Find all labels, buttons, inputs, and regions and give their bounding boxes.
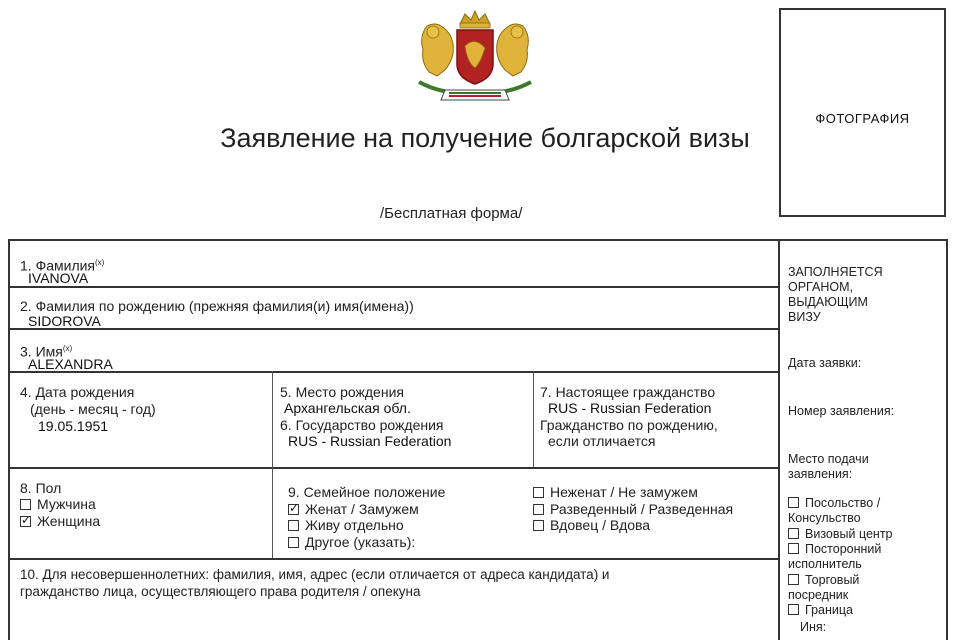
- form-subtitle: /Бесплатная форма/: [380, 205, 523, 222]
- birth-date-label: 4. Дата рождения: [20, 384, 135, 400]
- checkbox-divorced[interactable]: [533, 504, 544, 515]
- birth-date-value[interactable]: 19.05.1951: [38, 418, 109, 434]
- checkbox-separated[interactable]: [288, 520, 299, 531]
- sex-option-female[interactable]: ✓Женщина: [20, 513, 100, 529]
- birth-country-label: 6. Государство рождения: [280, 417, 444, 433]
- sidebar-option-embassy-2: Консульство: [788, 511, 861, 525]
- birth-surname-label: 2. Фамилия по рождению (прежняя фамилия(и) имя(имена)): [20, 298, 414, 314]
- sidebar-other-label: Иня:: [800, 620, 827, 634]
- citizenship-birth-label-2: если отличается: [548, 433, 656, 449]
- marital-option-other[interactable]: Другое (указать):: [288, 534, 415, 550]
- checkbox-agent[interactable]: [788, 574, 799, 585]
- sex-option-male[interactable]: Мужчина: [20, 496, 96, 512]
- marital-option-married[interactable]: ✓Женат / Замужем: [288, 501, 419, 517]
- marital-option-single[interactable]: Неженат / Не замужем: [533, 484, 698, 500]
- checkbox-widowed[interactable]: [533, 520, 544, 531]
- birth-surname-value[interactable]: SIDOROVA: [28, 313, 101, 329]
- name-label: 3. Имя$^{(x)}$: [20, 343, 73, 360]
- marital-label: 9. Семейное положение: [288, 484, 446, 500]
- minors-label-line1: 10. Для несовершеннолетних: фамилия, имя, адрес (если отличается от адреса кандидата) и: [20, 567, 610, 582]
- application-date-label: Дата заявки:: [788, 356, 862, 370]
- minors-label-line2: гражданство лица, осуществляющего права родителя / опекуна: [20, 584, 421, 599]
- marital-option-widowed[interactable]: Вдовец / Вдова: [533, 517, 650, 533]
- marital-option-separated[interactable]: Живу отдельно: [288, 517, 404, 533]
- submission-place-label-1: Место подачи: [788, 452, 869, 466]
- sidebar-heading-1: ЗАПОЛНЯЕТСЯ: [788, 265, 883, 279]
- photo-label: ФОТОГРАФИЯ: [815, 111, 910, 126]
- checkbox-married[interactable]: [288, 504, 299, 515]
- checkbox-embassy[interactable]: [788, 497, 799, 508]
- sidebar-heading-4: ВИЗУ: [788, 310, 821, 324]
- checkbox-male[interactable]: [20, 499, 31, 510]
- coat-of-arms-emblem: [405, 6, 545, 106]
- surname-value[interactable]: IVANOVA: [28, 270, 89, 286]
- checkbox-female[interactable]: [20, 516, 31, 527]
- sidebar-option-agent-2: посредник: [788, 588, 849, 602]
- citizenship-label: 7. Настоящее гражданство: [540, 384, 716, 400]
- sidebar-heading-2: ОРГАНОМ,: [788, 280, 853, 294]
- sidebar-option-contractor-2: исполнитель: [788, 557, 862, 571]
- citizenship-value[interactable]: RUS - Russian Federation: [548, 400, 712, 416]
- birth-place-label: 5. Место рождения: [280, 384, 404, 400]
- sex-label: 8. Пол: [20, 480, 62, 496]
- sidebar-option-border[interactable]: Граница: [788, 603, 853, 618]
- birth-place-value[interactable]: Архангельская обл.: [284, 400, 411, 416]
- checkbox-single[interactable]: [533, 487, 544, 498]
- name-value[interactable]: ALEXANDRA: [28, 356, 113, 372]
- submission-place-label-2: заявления:: [788, 467, 853, 481]
- sidebar-option-embassy[interactable]: Посольство /: [788, 496, 880, 511]
- citizenship-birth-label: Гражданство по рождению,: [540, 417, 718, 433]
- checkbox-border[interactable]: [788, 604, 799, 615]
- marital-option-divorced[interactable]: Разведенный / Разведенная: [533, 501, 733, 517]
- checkbox-visa-center[interactable]: [788, 528, 799, 539]
- sidebar-heading-3: ВЫДАЮЩИМ: [788, 295, 868, 309]
- surname-label: 1. Фамилия$^{(x)}$: [20, 257, 105, 274]
- application-number-label: Номер заявления:: [788, 404, 895, 418]
- sidebar-option-agent[interactable]: Торговый: [788, 573, 859, 588]
- checkbox-contractor[interactable]: [788, 543, 799, 554]
- sidebar-option-contractor[interactable]: Посторонний: [788, 542, 881, 557]
- birth-date-format: (день - месяц - год): [30, 401, 156, 417]
- birth-country-value[interactable]: RUS - Russian Federation: [288, 433, 452, 449]
- checkbox-other[interactable]: [288, 537, 299, 548]
- page-title: Заявление на получение болгарской визы: [220, 123, 750, 153]
- sidebar-option-visa-center[interactable]: Визовый центр: [788, 527, 893, 542]
